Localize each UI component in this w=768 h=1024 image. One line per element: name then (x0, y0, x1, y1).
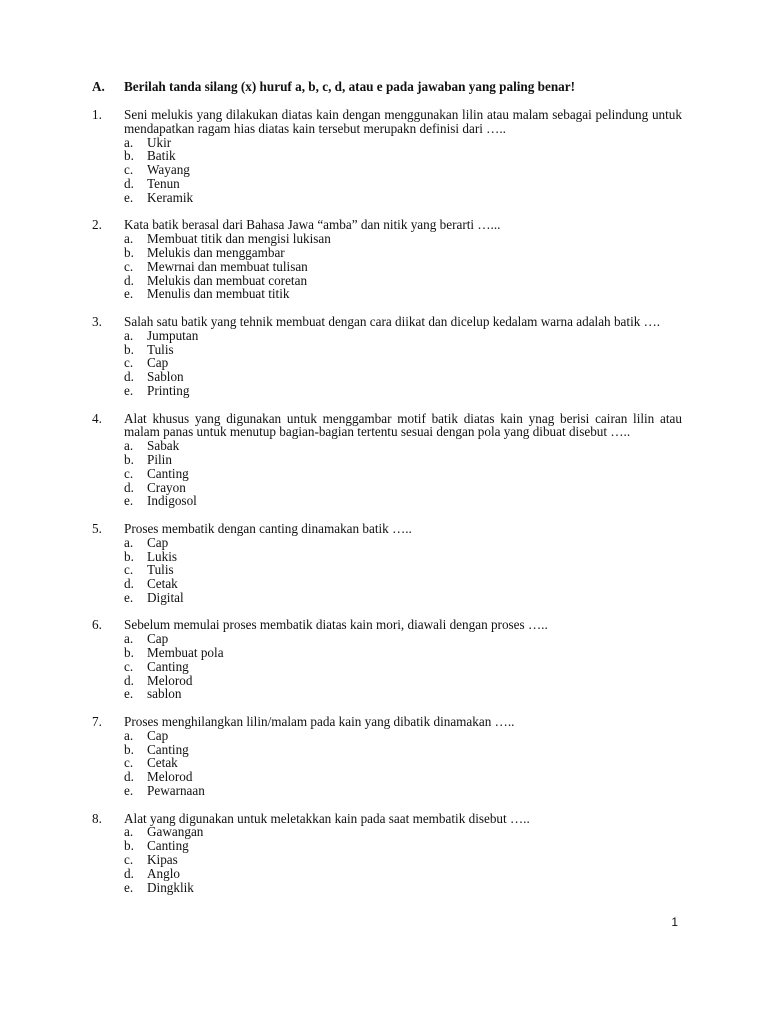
option-item (124, 881, 682, 895)
option-text: Sablon (147, 369, 184, 385)
option-item (124, 591, 682, 605)
option-text: Canting (147, 658, 189, 674)
option-item (124, 550, 682, 564)
option-letter: e. (124, 879, 134, 895)
option-item (124, 329, 682, 343)
option-letter: d. (124, 272, 134, 288)
question-1 (92, 108, 682, 205)
option-letter: e. (124, 783, 134, 799)
option-text: Crayon (147, 479, 186, 495)
option-letter: c. (124, 355, 134, 371)
option-text: Canting (147, 838, 189, 854)
option-letter: a. (124, 438, 134, 454)
option-item (124, 687, 682, 701)
option-text: Keramik (147, 189, 194, 205)
option-letter: b. (124, 838, 134, 854)
option-text: Anglo (147, 865, 180, 881)
option-text: Canting (147, 741, 189, 757)
question-text: Alat yang digunakan untuk meletakkan kain pada saat membatik disebut ….. (124, 810, 530, 826)
option-text: Cap (147, 355, 169, 371)
option-letter: a. (124, 231, 134, 247)
option-text: Mewrnai dan membuat tulisan (147, 258, 308, 274)
option-letter: d. (124, 769, 134, 785)
option-letter: b. (124, 148, 134, 164)
option-text: Cap (147, 534, 169, 550)
option-item (124, 136, 682, 150)
section-instruction: Berilah tanda silang (x) huruf a, b, c, d, atau e pada jawaban yang paling benar! (124, 79, 576, 94)
option-text: Batik (147, 148, 176, 164)
option-letter: a. (124, 727, 134, 743)
option-letter: b. (124, 341, 134, 357)
option-letter: c. (124, 852, 134, 868)
option-item (124, 674, 682, 688)
option-item (124, 467, 682, 481)
option-item (124, 563, 682, 577)
question-2 (92, 218, 682, 301)
option-item (124, 149, 682, 163)
option-text: Tulis (147, 341, 174, 357)
option-text: Kipas (147, 852, 178, 868)
option-letter: d. (124, 369, 134, 385)
option-item (124, 825, 682, 839)
option-letter: c. (124, 562, 134, 578)
option-item (124, 191, 682, 205)
option-item (124, 274, 682, 288)
option-letter: b. (124, 548, 134, 564)
option-item (124, 743, 682, 757)
option-text: Digital (147, 589, 184, 605)
option-text: Pilin (147, 451, 172, 467)
option-item (124, 453, 682, 467)
question-6 (92, 618, 682, 701)
option-text: Cap (147, 631, 169, 647)
option-text: sablon (147, 686, 182, 702)
option-text: Lukis (147, 548, 178, 564)
option-letter: e. (124, 189, 134, 205)
option-letter: e. (124, 589, 134, 605)
option-letter: c. (124, 658, 134, 674)
question-8 (92, 812, 682, 895)
option-letter: b. (124, 741, 134, 757)
option-letter: e. (124, 286, 134, 302)
question-number: 5. (92, 520, 102, 536)
option-text: Melukis dan membuat coretan (147, 272, 308, 288)
option-letter: c. (124, 258, 134, 274)
option-text: Melorod (147, 672, 193, 688)
option-text: Melukis dan menggambar (147, 244, 285, 260)
option-letter: a. (124, 534, 134, 550)
option-item (124, 260, 682, 274)
question-7 (92, 715, 682, 798)
question-number: 1. (92, 107, 102, 122)
option-letter: d. (124, 175, 134, 191)
option-text: Ukir (147, 134, 172, 150)
question-3 (92, 315, 682, 398)
option-text: Indigosol (147, 493, 197, 509)
option-item (124, 729, 682, 743)
question-number: 6. (92, 617, 102, 633)
option-text: Cap (147, 727, 169, 743)
option-text: Printing (147, 382, 190, 398)
option-letter: a. (124, 134, 134, 150)
option-text: Melorod (147, 769, 193, 785)
question-text: Seni melukis yang dilakukan diatas kain dengan menggunakan lilin atau malam sebagai pelindung untuk mendapatkan ragam hias diatas kain tersebut merupakn definisi dari ….. (124, 107, 682, 136)
option-text: Membuat titik dan mengisi lukisan (147, 231, 331, 247)
option-item (124, 839, 682, 853)
option-text: Canting (147, 465, 189, 481)
option-text: Tenun (147, 175, 180, 191)
option-text: Dingklik (147, 879, 194, 895)
option-letter: d. (124, 576, 134, 592)
question-4 (92, 412, 682, 509)
option-text: Wayang (147, 162, 190, 178)
option-item (124, 867, 682, 881)
question-number: 4. (92, 410, 102, 426)
option-item (124, 177, 682, 191)
question-text: Kata batik berasal dari Bahasa Jawa “amba” dan nitik yang berarti …... (124, 217, 501, 233)
question-text: Sebelum memulai proses membatik diatas kain mori, diawali dengan proses ….. (124, 617, 548, 633)
option-text: Pewarnaan (147, 783, 205, 799)
option-item (124, 232, 682, 246)
option-text: Gawangan (147, 824, 204, 840)
option-text: Sabak (147, 438, 180, 454)
question-text: Alat khusus yang digunakan untuk menggambar motif batik diatas kain ynag berisi cairan lilin atau malam panas untuk menutup bagian-bagian tertentu sesuai dengan pola yang dibuat disebut ….. (124, 410, 682, 440)
option-letter: e. (124, 493, 134, 509)
option-item (124, 494, 682, 508)
option-letter: c. (124, 755, 134, 771)
question-text: Proses menghilangkan lilin/malam pada kain yang dibatik dinamakan ….. (124, 714, 515, 730)
option-item (124, 577, 682, 591)
question-5 (92, 522, 682, 605)
option-item (124, 632, 682, 646)
option-letter: b. (124, 244, 134, 260)
option-text: Tulis (147, 562, 174, 578)
option-letter: e. (124, 686, 134, 702)
option-item (124, 853, 682, 867)
option-letter: c. (124, 162, 134, 178)
question-number: 7. (92, 714, 102, 730)
option-item (124, 163, 682, 177)
section-letter: A. (92, 79, 105, 94)
page-number: 1 (671, 915, 678, 929)
option-letter: b. (124, 451, 134, 467)
question-number: 2. (92, 217, 102, 233)
option-item (124, 246, 682, 260)
option-text: Menulis dan membuat titik (147, 286, 290, 302)
option-letter: d. (124, 865, 134, 881)
option-item (124, 481, 682, 495)
option-item (124, 536, 682, 550)
option-item (124, 287, 682, 301)
option-letter: c. (124, 465, 134, 481)
option-letter: a. (124, 824, 134, 840)
option-letter: a. (124, 327, 134, 343)
option-item (124, 784, 682, 798)
option-letter: a. (124, 631, 134, 647)
option-item (124, 770, 682, 784)
option-item (124, 646, 682, 660)
question-number: 8. (92, 810, 102, 826)
option-item (124, 370, 682, 384)
question-number: 3. (92, 313, 102, 329)
option-letter: e. (124, 382, 134, 398)
option-letter: d. (124, 672, 134, 688)
option-letter: d. (124, 479, 134, 495)
option-item (124, 756, 682, 770)
option-text: Jumputan (147, 327, 199, 343)
option-letter: b. (124, 645, 134, 661)
question-text: Salah satu batik yang tehnik membuat dengan cara diikat dan dicelup kedalam warna adalah batik …. (124, 313, 661, 329)
question-list (92, 108, 682, 908)
option-item (124, 660, 682, 674)
option-text: Cetak (147, 576, 178, 592)
option-text: Membuat pola (147, 645, 224, 661)
option-item (124, 356, 682, 370)
option-text: Cetak (147, 755, 178, 771)
option-item (124, 384, 682, 398)
option-item (124, 343, 682, 357)
question-text: Proses membatik dengan canting dinamakan batik ….. (124, 520, 412, 536)
option-item (124, 439, 682, 453)
